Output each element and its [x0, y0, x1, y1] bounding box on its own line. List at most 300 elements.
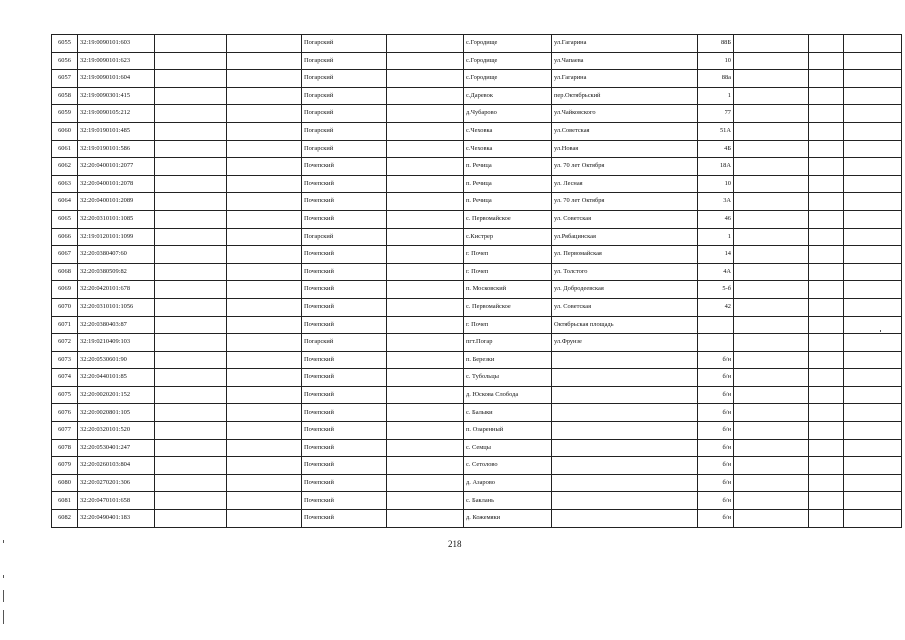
cadastral-number: 32:20:0020801:105	[78, 404, 155, 422]
house-number: 51А	[698, 122, 734, 140]
table-row	[52, 369, 902, 387]
empty-cell	[227, 510, 302, 528]
row-number: 6069	[52, 281, 78, 299]
empty-cell	[844, 228, 902, 246]
empty-cell	[809, 492, 844, 510]
empty-cell	[227, 122, 302, 140]
table-row	[52, 386, 902, 404]
empty-cell	[734, 246, 809, 264]
empty-cell	[844, 52, 902, 70]
district: Почепский	[302, 422, 387, 440]
empty-cell	[809, 140, 844, 158]
empty-cell	[844, 298, 902, 316]
district: Почепский	[302, 351, 387, 369]
empty-cell	[734, 175, 809, 193]
empty-cell	[844, 70, 902, 88]
district: Почепский	[302, 386, 387, 404]
empty-cell	[387, 158, 464, 176]
cadastral-number: 32:19:0210409:103	[78, 334, 155, 352]
empty-cell	[227, 369, 302, 387]
table-row	[52, 105, 902, 123]
row-number: 6080	[52, 474, 78, 492]
row-number: 6081	[52, 492, 78, 510]
empty-cell	[844, 316, 902, 334]
empty-cell	[155, 35, 227, 53]
locality: д. Азарово	[464, 474, 552, 492]
locality: с. Первомайское	[464, 210, 552, 228]
house-number	[698, 316, 734, 334]
house-number: 4А	[698, 263, 734, 281]
empty-cell	[734, 281, 809, 299]
cadastral-number: 32:19:0190101:586	[78, 140, 155, 158]
table-row	[52, 316, 902, 334]
empty-cell	[387, 105, 464, 123]
district: Почепский	[302, 263, 387, 281]
cadastral-number: 32:20:0380403:87	[78, 316, 155, 334]
empty-cell	[734, 457, 809, 475]
empty-cell	[387, 281, 464, 299]
table-row	[52, 457, 902, 475]
empty-cell	[844, 510, 902, 528]
empty-cell	[734, 351, 809, 369]
empty-cell	[809, 474, 844, 492]
street: ул.Чайковского	[552, 105, 698, 123]
house-number: 18А	[698, 158, 734, 176]
empty-cell	[387, 334, 464, 352]
empty-cell	[387, 175, 464, 193]
street: ул.Гагарина	[552, 70, 698, 88]
street	[552, 439, 698, 457]
street	[552, 386, 698, 404]
cadastral-number: 32:20:0530601:90	[78, 351, 155, 369]
empty-cell	[227, 193, 302, 211]
district: Почепский	[302, 281, 387, 299]
street: ул. Лесная	[552, 175, 698, 193]
scan-mark	[3, 575, 4, 578]
locality: п. Речица	[464, 158, 552, 176]
table-row	[52, 474, 902, 492]
empty-cell	[734, 298, 809, 316]
district: Погарский	[302, 105, 387, 123]
district: Почепский	[302, 510, 387, 528]
empty-cell	[734, 316, 809, 334]
house-number: 1	[698, 87, 734, 105]
district: Погарский	[302, 140, 387, 158]
empty-cell	[387, 316, 464, 334]
district: Почепский	[302, 210, 387, 228]
empty-cell	[809, 158, 844, 176]
empty-cell	[227, 334, 302, 352]
table-row	[52, 175, 902, 193]
empty-cell	[809, 281, 844, 299]
empty-cell	[387, 122, 464, 140]
locality: г. Почеп	[464, 316, 552, 334]
district: Почепский	[302, 439, 387, 457]
cadastral-number: 32:20:0400101:2077	[78, 158, 155, 176]
empty-cell	[809, 457, 844, 475]
empty-cell	[734, 105, 809, 123]
empty-cell	[844, 158, 902, 176]
street: Октябрьская площадь	[552, 316, 698, 334]
table-body	[52, 35, 902, 528]
row-number: 6064	[52, 193, 78, 211]
locality: г. Почеп	[464, 263, 552, 281]
locality: пгт.Погар	[464, 334, 552, 352]
street: ул.Новая	[552, 140, 698, 158]
locality: г. Почеп	[464, 246, 552, 264]
cadastral-number: 32:20:0440101:85	[78, 369, 155, 387]
house-number: 88а	[698, 70, 734, 88]
row-number: 6061	[52, 140, 78, 158]
empty-cell	[387, 422, 464, 440]
district: Почепский	[302, 175, 387, 193]
empty-cell	[809, 510, 844, 528]
district: Почепский	[302, 316, 387, 334]
empty-cell	[387, 228, 464, 246]
empty-cell	[844, 422, 902, 440]
empty-cell	[734, 52, 809, 70]
street: ул. Добродеевская	[552, 281, 698, 299]
street: ул.Фрунзе	[552, 334, 698, 352]
locality: п. Речица	[464, 175, 552, 193]
house-number: 3А	[698, 193, 734, 211]
table-row	[52, 439, 902, 457]
street: ул. Толстого	[552, 263, 698, 281]
street: ул. 70 лет Октября	[552, 158, 698, 176]
empty-cell	[387, 263, 464, 281]
empty-cell	[227, 474, 302, 492]
house-number: 5-б	[698, 281, 734, 299]
street	[552, 457, 698, 475]
empty-cell	[155, 510, 227, 528]
empty-cell	[227, 228, 302, 246]
empty-cell	[809, 263, 844, 281]
street	[552, 492, 698, 510]
empty-cell	[734, 228, 809, 246]
district: Погарский	[302, 35, 387, 53]
empty-cell	[155, 369, 227, 387]
empty-cell	[155, 404, 227, 422]
empty-cell	[227, 422, 302, 440]
locality: с.Городище	[464, 70, 552, 88]
empty-cell	[155, 246, 227, 264]
empty-cell	[227, 316, 302, 334]
empty-cell	[844, 140, 902, 158]
empty-cell	[387, 210, 464, 228]
empty-cell	[227, 52, 302, 70]
empty-cell	[734, 439, 809, 457]
house-number: 4Б	[698, 140, 734, 158]
table-row	[52, 281, 902, 299]
empty-cell	[155, 105, 227, 123]
house-number: 77	[698, 105, 734, 123]
locality: с. Баклань	[464, 492, 552, 510]
street	[552, 351, 698, 369]
empty-cell	[227, 457, 302, 475]
house-number: 10	[698, 52, 734, 70]
empty-cell	[227, 175, 302, 193]
table-row	[52, 228, 902, 246]
empty-cell	[387, 351, 464, 369]
row-number: 6068	[52, 263, 78, 281]
empty-cell	[809, 298, 844, 316]
empty-cell	[155, 351, 227, 369]
empty-cell	[155, 52, 227, 70]
empty-cell	[227, 210, 302, 228]
empty-cell	[155, 334, 227, 352]
empty-cell	[844, 105, 902, 123]
empty-cell	[734, 369, 809, 387]
row-number: 6072	[52, 334, 78, 352]
empty-cell	[155, 140, 227, 158]
empty-cell	[155, 228, 227, 246]
cadastral-number: 32:20:0260103:804	[78, 457, 155, 475]
street: ул.Чапаева	[552, 52, 698, 70]
empty-cell	[809, 246, 844, 264]
scan-mark	[3, 610, 4, 624]
row-number: 6079	[52, 457, 78, 475]
table-row	[52, 35, 902, 53]
cadastral-number: 32:20:0310101:1056	[78, 298, 155, 316]
house-number: б/н	[698, 386, 734, 404]
empty-cell	[844, 193, 902, 211]
row-number: 6062	[52, 158, 78, 176]
district: Погарский	[302, 70, 387, 88]
empty-cell	[387, 474, 464, 492]
empty-cell	[387, 457, 464, 475]
house-number: 1	[698, 228, 734, 246]
table-row	[52, 351, 902, 369]
row-number: 6075	[52, 386, 78, 404]
empty-cell	[844, 87, 902, 105]
street: ул. Первомайская	[552, 246, 698, 264]
table-row	[52, 510, 902, 528]
empty-cell	[844, 404, 902, 422]
empty-cell	[227, 35, 302, 53]
empty-cell	[387, 386, 464, 404]
empty-cell	[155, 474, 227, 492]
locality: д. Юскова Слобода	[464, 386, 552, 404]
empty-cell	[734, 334, 809, 352]
locality: с. Сетолово	[464, 457, 552, 475]
cadastral-number: 32:19:0090101:623	[78, 52, 155, 70]
empty-cell	[809, 70, 844, 88]
house-number: 46	[698, 210, 734, 228]
house-number: б/н	[698, 457, 734, 475]
empty-cell	[155, 281, 227, 299]
locality: с.Чеховка	[464, 140, 552, 158]
empty-cell	[844, 281, 902, 299]
page-number: 218	[448, 539, 462, 549]
empty-cell	[227, 158, 302, 176]
row-number: 6060	[52, 122, 78, 140]
district: Почепский	[302, 246, 387, 264]
district: Погарский	[302, 122, 387, 140]
table-row	[52, 87, 902, 105]
empty-cell	[155, 158, 227, 176]
cadastral-number: 32:20:0380407:60	[78, 246, 155, 264]
table-row	[52, 70, 902, 88]
street	[552, 422, 698, 440]
empty-cell	[155, 210, 227, 228]
locality: п. Речица	[464, 193, 552, 211]
table-row	[52, 193, 902, 211]
cadastral-number: 32:19:0090301:415	[78, 87, 155, 105]
empty-cell	[155, 457, 227, 475]
district: Погарский	[302, 87, 387, 105]
locality: с. Первомайское	[464, 298, 552, 316]
empty-cell	[844, 246, 902, 264]
empty-cell	[155, 87, 227, 105]
empty-cell	[809, 404, 844, 422]
scan-mark	[880, 330, 881, 332]
district: Погарский	[302, 52, 387, 70]
row-number: 6076	[52, 404, 78, 422]
empty-cell	[387, 298, 464, 316]
empty-cell	[809, 210, 844, 228]
table-row	[52, 298, 902, 316]
empty-cell	[844, 210, 902, 228]
district: Почепский	[302, 193, 387, 211]
cadastral-number: 32:20:0320101:520	[78, 422, 155, 440]
scan-mark	[3, 590, 4, 602]
empty-cell	[734, 422, 809, 440]
empty-cell	[227, 404, 302, 422]
empty-cell	[734, 87, 809, 105]
house-number: б/н	[698, 510, 734, 528]
empty-cell	[155, 422, 227, 440]
row-number: 6066	[52, 228, 78, 246]
empty-cell	[809, 334, 844, 352]
registry-table	[51, 34, 902, 528]
empty-cell	[227, 70, 302, 88]
house-number: 10	[698, 175, 734, 193]
empty-cell	[227, 439, 302, 457]
street	[552, 474, 698, 492]
empty-cell	[734, 263, 809, 281]
empty-cell	[734, 210, 809, 228]
row-number: 6074	[52, 369, 78, 387]
empty-cell	[734, 386, 809, 404]
empty-cell	[734, 404, 809, 422]
district: Почепский	[302, 404, 387, 422]
empty-cell	[809, 228, 844, 246]
street: ул.Советская	[552, 122, 698, 140]
row-number: 6067	[52, 246, 78, 264]
empty-cell	[387, 87, 464, 105]
house-number: б/н	[698, 492, 734, 510]
street: ул. 70 лет Октября	[552, 193, 698, 211]
locality: п. Озаренный	[464, 422, 552, 440]
house-number: б/н	[698, 439, 734, 457]
empty-cell	[155, 316, 227, 334]
empty-cell	[844, 386, 902, 404]
district: Почепский	[302, 492, 387, 510]
street: ул.Рябацинская	[552, 228, 698, 246]
district: Почепский	[302, 457, 387, 475]
empty-cell	[387, 193, 464, 211]
empty-cell	[227, 281, 302, 299]
empty-cell	[809, 316, 844, 334]
house-number: 88Б	[698, 35, 734, 53]
empty-cell	[734, 510, 809, 528]
empty-cell	[227, 298, 302, 316]
house-number: 42	[698, 298, 734, 316]
cadastral-number: 32:20:0270201:306	[78, 474, 155, 492]
locality: с.Городище	[464, 52, 552, 70]
empty-cell	[844, 492, 902, 510]
empty-cell	[227, 263, 302, 281]
locality: с.Даревок	[464, 87, 552, 105]
empty-cell	[387, 510, 464, 528]
cadastral-number: 32:19:0120101:1099	[78, 228, 155, 246]
cadastral-number: 32:19:0090101:604	[78, 70, 155, 88]
empty-cell	[155, 298, 227, 316]
table-row	[52, 158, 902, 176]
locality: с.Кистрер	[464, 228, 552, 246]
empty-cell	[387, 404, 464, 422]
cadastral-number: 32:20:0400101:2089	[78, 193, 155, 211]
empty-cell	[809, 351, 844, 369]
district: Погарский	[302, 228, 387, 246]
table-row	[52, 334, 902, 352]
empty-cell	[227, 492, 302, 510]
row-number: 6070	[52, 298, 78, 316]
district: Почепский	[302, 298, 387, 316]
house-number: б/н	[698, 422, 734, 440]
row-number: 6055	[52, 35, 78, 53]
empty-cell	[227, 87, 302, 105]
empty-cell	[809, 87, 844, 105]
row-number: 6059	[52, 105, 78, 123]
empty-cell	[844, 474, 902, 492]
table-row	[52, 246, 902, 264]
row-number: 6065	[52, 210, 78, 228]
empty-cell	[155, 492, 227, 510]
locality: с.Чеховка	[464, 122, 552, 140]
empty-cell	[809, 422, 844, 440]
street: пер.Октябрьский	[552, 87, 698, 105]
empty-cell	[844, 122, 902, 140]
table-row	[52, 492, 902, 510]
row-number: 6071	[52, 316, 78, 334]
empty-cell	[155, 70, 227, 88]
table-row	[52, 52, 902, 70]
empty-cell	[809, 105, 844, 123]
empty-cell	[734, 35, 809, 53]
row-number: 6056	[52, 52, 78, 70]
empty-cell	[734, 140, 809, 158]
street: ул. Советская	[552, 210, 698, 228]
row-number: 6078	[52, 439, 78, 457]
cadastral-number: 32:20:0420101:678	[78, 281, 155, 299]
empty-cell	[809, 122, 844, 140]
house-number	[698, 334, 734, 352]
district: Почепский	[302, 369, 387, 387]
empty-cell	[387, 70, 464, 88]
house-number: б/н	[698, 369, 734, 387]
empty-cell	[844, 334, 902, 352]
locality: п. Березки	[464, 351, 552, 369]
empty-cell	[387, 140, 464, 158]
empty-cell	[809, 35, 844, 53]
empty-cell	[734, 158, 809, 176]
district: Погарский	[302, 334, 387, 352]
street	[552, 510, 698, 528]
empty-cell	[227, 105, 302, 123]
street	[552, 369, 698, 387]
empty-cell	[155, 122, 227, 140]
